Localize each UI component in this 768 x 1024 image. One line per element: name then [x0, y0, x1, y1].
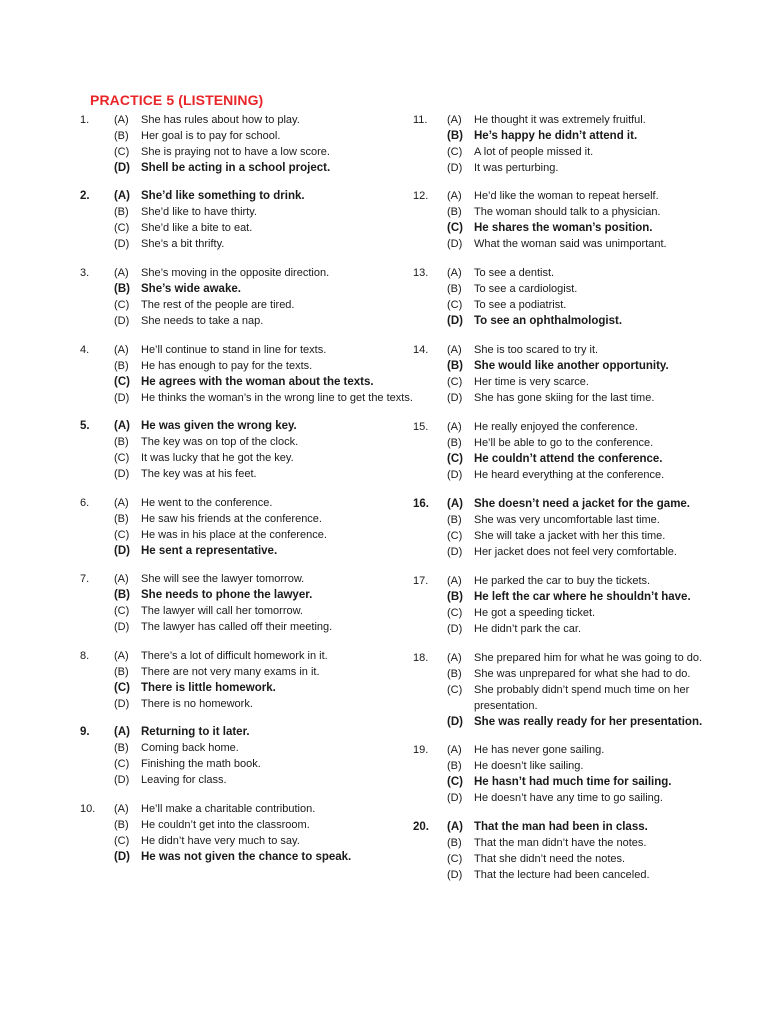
- option-text: The key was on top of the clock.: [141, 436, 299, 448]
- answer-option-correct: [80, 374, 420, 390]
- answer-option: [413, 528, 753, 544]
- option-text: There is little homework.: [141, 682, 276, 694]
- option-letter: (B): [447, 514, 462, 526]
- answer-option: [413, 544, 753, 560]
- option-letter: (C): [447, 530, 463, 542]
- right-column: [413, 112, 753, 883]
- answer-option: [413, 790, 753, 806]
- option-text: He couldn’t get into the classroom.: [141, 819, 310, 831]
- option-letter: (B): [447, 760, 462, 772]
- option-text: He doesn’t have any time to go sailing.: [474, 792, 663, 804]
- question-number: 6.: [80, 497, 90, 509]
- option-letter: (C): [114, 222, 130, 234]
- option-text: That the lecture had been canceled.: [474, 869, 650, 881]
- option-letter: (C): [114, 605, 130, 617]
- option-letter: (C): [114, 146, 130, 158]
- option-text: She has rules about how to play.: [141, 114, 300, 126]
- answer-option: [413, 666, 753, 682]
- answer-option-correct: [413, 819, 753, 835]
- option-text: The rest of the people are tired.: [141, 299, 295, 311]
- answer-option: [80, 619, 420, 635]
- answer-option: [413, 467, 753, 483]
- option-text: He thinks the woman’s in the wrong line to get the texts.: [141, 392, 413, 404]
- question-number: 1.: [80, 114, 90, 126]
- option-text: She is praying not to have a low score.: [141, 146, 330, 158]
- option-text: He was not given the chance to speak.: [141, 851, 352, 863]
- question-number: 15.: [413, 421, 429, 433]
- option-letter: (A): [447, 498, 463, 510]
- option-letter: (A): [447, 421, 462, 433]
- option-letter: (B): [114, 742, 129, 754]
- option-letter: (A): [114, 573, 129, 585]
- option-text: The key was at his feet.: [141, 468, 257, 480]
- option-letter: (A): [447, 267, 462, 279]
- answer-option: [80, 434, 420, 450]
- option-letter: (C): [114, 376, 130, 388]
- option-text: He didn’t park the car.: [474, 623, 582, 635]
- option-letter: (A): [114, 726, 130, 738]
- option-text: He heard everything at the conference.: [474, 469, 665, 481]
- answer-option: [413, 621, 753, 637]
- answer-option: [413, 605, 753, 621]
- option-text: He agrees with the woman about the texts.: [141, 376, 374, 388]
- option-text: She will take a jacket with her this time.: [474, 530, 666, 542]
- option-text: The lawyer has called off their meeting.: [141, 621, 333, 633]
- question-item: [80, 571, 420, 635]
- option-text: He has never gone sailing.: [474, 744, 605, 756]
- option-text: To see an ophthalmologist.: [474, 315, 623, 327]
- option-letter: (D): [114, 851, 130, 863]
- answer-option: [80, 495, 420, 511]
- answer-option-correct: [413, 774, 753, 790]
- option-letter: (A): [114, 267, 129, 279]
- question-number: 17.: [413, 575, 429, 587]
- option-letter: (D): [114, 238, 130, 250]
- answer-option: [413, 835, 753, 851]
- answer-option: [80, 801, 420, 817]
- answer-option: [413, 374, 753, 390]
- question-number: 20.: [413, 821, 429, 833]
- option-letter: (A): [447, 344, 462, 356]
- option-letter: (D): [447, 238, 463, 250]
- option-letter: (C): [447, 684, 463, 696]
- question-item: [413, 112, 753, 176]
- option-text: He parked the car to buy the tickets.: [474, 575, 651, 587]
- option-letter: (D): [114, 315, 130, 327]
- option-letter: (D): [447, 162, 463, 174]
- option-letter: (D): [447, 546, 463, 558]
- option-text: He was given the wrong key.: [141, 420, 297, 432]
- question-item: [80, 188, 420, 252]
- option-text: She’s a bit thrifty.: [141, 238, 225, 250]
- option-letter: (A): [447, 190, 462, 202]
- option-text: She was unprepared for what she had to do.: [474, 668, 691, 680]
- option-text: He doesn’t like sailing.: [474, 760, 584, 772]
- option-letter: (D): [114, 162, 130, 174]
- option-text: Finishing the math book.: [141, 758, 261, 770]
- answer-option: [413, 342, 753, 358]
- option-text: He’ll be able to go to the conference.: [474, 437, 654, 449]
- question-number: 12.: [413, 190, 429, 202]
- option-text: Her time is very scarce.: [474, 376, 589, 388]
- option-text: She doesn’t need a jacket for the game.: [474, 498, 691, 510]
- question-item: [413, 419, 753, 483]
- option-letter: (B): [447, 437, 462, 449]
- option-text: She’d like to have thirty.: [141, 206, 257, 218]
- question-item: [80, 418, 420, 482]
- option-text: There’s a lot of difficult homework in it.: [141, 650, 328, 662]
- answer-option: [413, 650, 753, 666]
- option-letter: (A): [447, 652, 462, 664]
- option-letter: (B): [114, 206, 129, 218]
- answer-option: [413, 867, 753, 883]
- option-letter: (B): [447, 130, 463, 142]
- option-letter: (C): [114, 835, 130, 847]
- option-letter: (C): [114, 682, 130, 694]
- question-item: [413, 342, 753, 406]
- question-item: [413, 742, 753, 806]
- option-text: There are not very many exams in it.: [141, 666, 320, 678]
- answer-option: [80, 112, 420, 128]
- option-text: She was really ready for her presentation.: [474, 716, 703, 728]
- option-text: There is no homework.: [141, 698, 253, 710]
- answer-option-correct: [80, 281, 420, 297]
- option-text: He’s happy he didn’t attend it.: [474, 130, 638, 142]
- option-text: A lot of people missed it.: [474, 146, 594, 158]
- answer-option: [80, 817, 420, 833]
- option-text: She would like another opportunity.: [474, 360, 669, 372]
- option-letter: (C): [114, 529, 130, 541]
- option-letter: (A): [114, 114, 129, 126]
- option-letter: (A): [447, 575, 462, 587]
- option-text: To see a dentist.: [474, 267, 555, 279]
- answer-option: [80, 696, 420, 712]
- option-text: He couldn’t attend the conference.: [474, 453, 663, 465]
- answer-option: [413, 851, 753, 867]
- answer-option: [413, 160, 753, 176]
- option-text: She was very uncomfortable last time.: [474, 514, 660, 526]
- answer-option: [80, 220, 420, 236]
- option-text: Shell be acting in a school project.: [141, 162, 331, 174]
- option-letter: (C): [114, 758, 130, 770]
- answer-option-correct: [80, 418, 420, 434]
- option-letter: (D): [447, 469, 463, 481]
- option-letter: (D): [447, 869, 463, 881]
- question-item: [80, 801, 420, 865]
- question-item: [80, 495, 420, 559]
- answer-option-correct: [80, 724, 420, 740]
- option-letter: (D): [114, 774, 130, 786]
- option-text: He shares the woman’s position.: [474, 222, 653, 234]
- answer-option: [80, 571, 420, 587]
- option-letter: (D): [114, 698, 130, 710]
- option-letter: (C): [114, 452, 130, 464]
- question-number: 16.: [413, 498, 429, 510]
- option-letter: (C): [447, 853, 463, 865]
- option-text: He thought it was extremely fruitful.: [474, 114, 646, 126]
- answer-option: [80, 358, 420, 374]
- option-text: The woman should talk to a physician.: [474, 206, 661, 218]
- option-text: She’s moving in the opposite direction.: [141, 267, 330, 279]
- option-letter: (A): [114, 344, 129, 356]
- left-column: [80, 112, 420, 865]
- option-letter: (B): [114, 283, 130, 295]
- answer-option: [80, 740, 420, 756]
- answer-option: [80, 648, 420, 664]
- option-letter: (A): [114, 497, 129, 509]
- answer-option: [413, 742, 753, 758]
- option-letter: (D): [447, 623, 463, 635]
- option-letter: (B): [114, 589, 130, 601]
- question-number: 2.: [80, 190, 90, 202]
- question-item: [413, 188, 753, 252]
- option-text: She’s wide awake.: [141, 283, 241, 295]
- option-letter: (D): [114, 621, 130, 633]
- option-text: It was perturbing.: [474, 162, 559, 174]
- option-text: She needs to take a nap.: [141, 315, 264, 327]
- option-letter: (B): [447, 591, 463, 603]
- answer-option-correct: [413, 496, 753, 512]
- option-text: She has gone skiing for the last time.: [474, 392, 655, 404]
- question-item: [413, 573, 753, 637]
- option-letter: (D): [447, 392, 463, 404]
- answer-option: [80, 313, 420, 329]
- option-text: That she didn’t need the notes.: [474, 853, 626, 865]
- question-item: [413, 265, 753, 329]
- answer-option: [413, 297, 753, 313]
- answer-option: [80, 236, 420, 252]
- answer-option-correct: [80, 160, 420, 176]
- answer-option: [413, 390, 753, 406]
- question-item: [80, 265, 420, 329]
- answer-option: [80, 204, 420, 220]
- answer-option: [80, 772, 420, 788]
- answer-option: [80, 265, 420, 281]
- question-item: [413, 819, 753, 883]
- option-text: He didn’t have very much to say.: [141, 835, 300, 847]
- answer-option-correct: [413, 128, 753, 144]
- option-letter: (B): [447, 206, 462, 218]
- option-text: He was in his place at the conference.: [141, 529, 327, 541]
- option-text: That the man didn’t have the notes.: [474, 837, 647, 849]
- answer-option-correct: [413, 714, 753, 730]
- option-text: He left the car where he shouldn’t have.: [474, 591, 691, 603]
- answer-option: [80, 603, 420, 619]
- option-letter: (C): [447, 146, 463, 158]
- question-number: 18.: [413, 652, 429, 664]
- question-number: 5.: [80, 420, 90, 432]
- option-letter: (D): [114, 392, 130, 404]
- option-letter: (D): [447, 716, 463, 728]
- answer-option: [80, 144, 420, 160]
- answer-option: [80, 833, 420, 849]
- answer-option: [80, 664, 420, 680]
- option-text: That the man had been in class.: [474, 821, 648, 833]
- option-letter: (C): [447, 453, 463, 465]
- answer-option: [80, 511, 420, 527]
- option-letter: (C): [447, 299, 463, 311]
- question-number: 8.: [80, 650, 90, 662]
- option-text: She’d like a bite to eat.: [141, 222, 253, 234]
- option-letter: (C): [447, 376, 463, 388]
- option-text: To see a cardiologist.: [474, 283, 578, 295]
- answer-option-correct: [80, 680, 420, 696]
- answer-option-correct: [80, 587, 420, 603]
- answer-option: [413, 435, 753, 451]
- question-number: 14.: [413, 344, 429, 356]
- option-letter: (A): [114, 190, 130, 202]
- option-letter: (B): [114, 360, 129, 372]
- option-text: He went to the conference.: [141, 497, 273, 509]
- question-number: 4.: [80, 344, 90, 356]
- question-item: [413, 650, 753, 730]
- page-title: PRACTICE 5 (LISTENING): [90, 92, 264, 108]
- option-text: He sent a representative.: [141, 545, 278, 557]
- answer-option: [80, 390, 420, 406]
- question-number: 9.: [80, 726, 90, 738]
- answer-option: [413, 419, 753, 435]
- question-number: 13.: [413, 267, 429, 279]
- answer-option: [413, 573, 753, 589]
- option-text: Leaving for class.: [141, 774, 227, 786]
- answer-option: [80, 756, 420, 772]
- option-text: She is too scared to try it.: [474, 344, 599, 356]
- answer-option-correct: [413, 589, 753, 605]
- option-letter: (A): [114, 650, 129, 662]
- answer-option: [80, 297, 420, 313]
- question-item: [80, 112, 420, 176]
- option-text: Coming back home.: [141, 742, 239, 754]
- option-letter: (D): [114, 468, 130, 480]
- answer-option: [413, 512, 753, 528]
- answer-option-correct: [413, 358, 753, 374]
- answer-option: [413, 144, 753, 160]
- answer-option: [413, 204, 753, 220]
- answer-option: [413, 236, 753, 252]
- option-letter: (B): [447, 837, 462, 849]
- option-text: The lawyer will call her tomorrow.: [141, 605, 303, 617]
- option-letter: (B): [447, 668, 462, 680]
- answer-option: [80, 450, 420, 466]
- option-text: She’d like something to drink.: [141, 190, 305, 202]
- option-text: He’ll continue to stand in line for texts.: [141, 344, 327, 356]
- option-text: To see a podiatrist.: [474, 299, 567, 311]
- option-text: It was lucky that he got the key.: [141, 452, 294, 464]
- answer-option-correct: [413, 451, 753, 467]
- answer-option: [80, 128, 420, 144]
- option-letter: (B): [447, 283, 462, 295]
- answer-option-correct: [80, 188, 420, 204]
- option-letter: (B): [114, 819, 129, 831]
- option-letter: (A): [114, 803, 129, 815]
- option-text: What the woman said was unimportant.: [474, 238, 667, 250]
- option-letter: (B): [114, 513, 129, 525]
- option-letter: (A): [447, 821, 463, 833]
- question-item: [80, 648, 420, 712]
- option-text: He got a speeding ticket.: [474, 607, 596, 619]
- answer-option: [413, 188, 753, 204]
- option-letter: (C): [447, 607, 463, 619]
- option-text: Her goal is to pay for school.: [141, 130, 281, 142]
- option-letter: (B): [114, 436, 129, 448]
- answer-option-correct: [413, 313, 753, 329]
- answer-option: [413, 281, 753, 297]
- answer-option: [80, 342, 420, 358]
- option-text: He’ll make a charitable contribution.: [141, 803, 316, 815]
- question-item: [413, 496, 753, 560]
- option-text: Returning to it later.: [141, 726, 250, 738]
- question-item: [80, 342, 420, 406]
- option-text: He really enjoyed the conference.: [474, 421, 638, 433]
- option-letter: (D): [447, 315, 463, 327]
- option-letter: (D): [114, 545, 130, 557]
- option-text: He saw his friends at the conference.: [141, 513, 322, 525]
- answer-option: [80, 466, 420, 482]
- answer-option-correct: [80, 543, 420, 559]
- answer-option: [413, 758, 753, 774]
- option-text: She will see the lawyer tomorrow.: [141, 573, 305, 585]
- answer-option: [80, 527, 420, 543]
- question-number: 11.: [413, 114, 428, 126]
- answer-option: [413, 112, 753, 128]
- option-letter: (A): [114, 420, 130, 432]
- option-text: She probably didn’t spend much time on her presentation.: [474, 684, 690, 712]
- option-letter: (A): [447, 114, 462, 126]
- option-text: She needs to phone the lawyer.: [141, 589, 313, 601]
- answer-option: [413, 265, 753, 281]
- option-letter: (A): [447, 744, 462, 756]
- question-number: 3.: [80, 267, 90, 279]
- option-text: He’d like the woman to repeat herself.: [474, 190, 659, 202]
- question-number: 10.: [80, 803, 96, 815]
- option-letter: (B): [114, 130, 129, 142]
- answer-option-correct: [80, 849, 420, 865]
- option-letter: (C): [114, 299, 130, 311]
- option-letter: (C): [447, 222, 463, 234]
- option-letter: (B): [447, 360, 463, 372]
- option-text: She prepared him for what he was going to do.: [474, 652, 703, 664]
- question-item: [80, 724, 420, 788]
- option-text: Her jacket does not feel very comfortable.: [474, 546, 677, 558]
- option-letter: (D): [447, 792, 463, 804]
- option-letter: (B): [114, 666, 129, 678]
- option-letter: (C): [447, 776, 463, 788]
- option-text: He hasn’t had much time for sailing.: [474, 776, 672, 788]
- option-text: He has enough to pay for the texts.: [141, 360, 313, 372]
- question-number: 7.: [80, 573, 90, 585]
- answer-option: [413, 682, 753, 714]
- question-number: 19.: [413, 744, 429, 756]
- answer-option-correct: [413, 220, 753, 236]
